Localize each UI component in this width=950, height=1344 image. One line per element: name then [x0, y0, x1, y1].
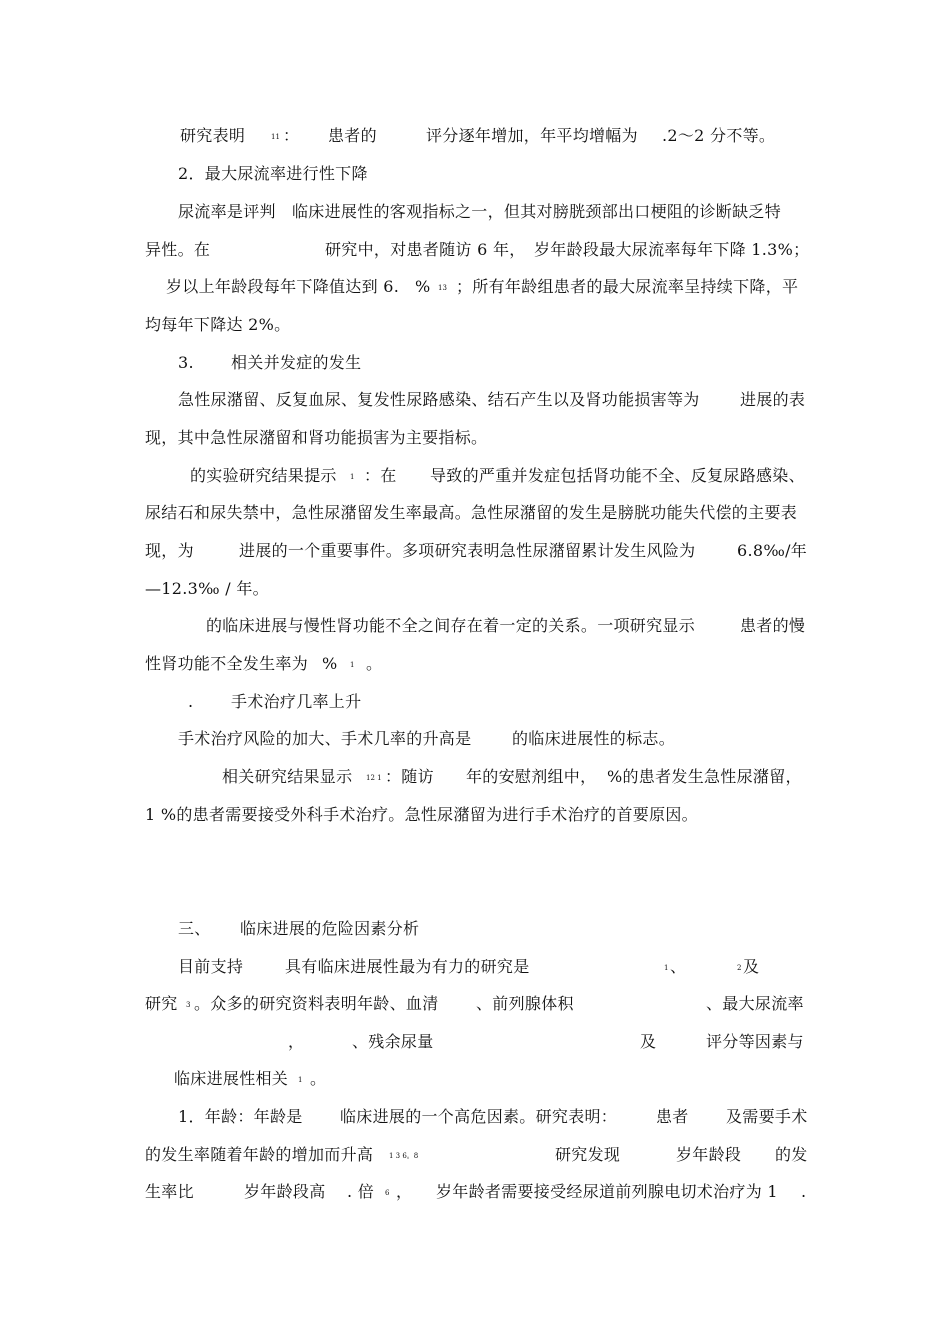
text-line: [0, 957, 950, 995]
text-line: [0, 428, 950, 466]
text-run: ，: [288, 1032, 305, 1051]
text-run: 。: [366, 654, 383, 673]
text-run: 研究发现: [555, 1145, 621, 1164]
text-run: 三、: [178, 919, 211, 938]
text-run: 及需要手术: [726, 1107, 808, 1126]
citation-marker: 12 1: [366, 774, 382, 782]
citation-marker: 2: [737, 964, 742, 972]
text-line: [0, 1107, 950, 1145]
text-run: 手术治疗风险的加大、手术几率的升高是: [178, 729, 472, 748]
citation-marker: 1: [350, 473, 355, 481]
text-run: 研究表明: [180, 126, 246, 145]
citation-marker: 1: [664, 964, 669, 972]
text-run: 尿结石和尿失禁中，急性尿潴留发生率最高。急性尿潴留的发生是膀胱功能失代偿的主要表: [145, 503, 798, 522]
text-run: 研究: [145, 994, 178, 1013]
text-line: [0, 503, 950, 541]
text-line: [0, 541, 950, 579]
text-run: 具有临床进展性最为有力的研究是: [285, 957, 530, 976]
text-line: [0, 729, 950, 767]
text-run: ；所有年龄组患者的最大尿流率呈持续下降，平: [456, 277, 799, 296]
text-run: 岁以上年龄段每年下降值达到 6.: [166, 277, 400, 296]
text-run: 相关研究结果显示: [222, 767, 353, 786]
text-run: %的患者发生急性尿潴留，: [607, 767, 802, 786]
text-run: 1．年龄：年龄是: [178, 1107, 303, 1126]
text-line: [0, 1069, 950, 1107]
text-run: 的临床进展性的标志。: [512, 729, 676, 748]
text-run: 相关并发症的发生: [231, 353, 362, 372]
text-line: [0, 1145, 950, 1183]
text-line: [0, 1032, 950, 1070]
section-heading: [0, 353, 950, 391]
text-line: [0, 994, 950, 1032]
section-heading: [0, 692, 950, 730]
text-run: 岁年龄段: [676, 1145, 742, 1164]
text-run: 异性。在: [145, 240, 211, 259]
citation-marker: 11: [271, 133, 280, 141]
text-line: [0, 466, 950, 504]
section-heading: [0, 164, 950, 202]
text-run: .2～2 分不等。: [662, 126, 776, 145]
text-line: [0, 315, 950, 353]
text-line: [0, 390, 950, 428]
citation-marker: 13: [438, 284, 447, 292]
text-line: [0, 277, 950, 315]
text-run: 临床进展性的客观指标之一，但其对膀胱颈部出口梗阻的诊断缺乏特: [292, 202, 782, 221]
text-line: [0, 616, 950, 654]
text-line: [0, 805, 950, 843]
text-run: 岁年龄者需要接受经尿道前列腺电切术治疗为 1: [436, 1182, 778, 1201]
text-run: 研究中，对患者随访 6 年，: [325, 240, 526, 259]
text-run: ：在: [364, 466, 397, 485]
text-run: 临床进展的一个高危因素。研究表明：: [340, 1107, 618, 1126]
text-run: 均每年下降达 2%。: [145, 315, 291, 334]
text-run: 手术治疗几率上升: [231, 692, 362, 711]
text-line: [0, 579, 950, 617]
citation-marker: 3: [186, 1001, 191, 1009]
text-run: 6.8‰/年: [737, 541, 808, 560]
citation-marker: 1: [350, 661, 355, 669]
text-run: 进展的表: [740, 390, 806, 409]
text-run: 评分逐年增加，年平均增幅为: [426, 126, 638, 145]
text-run: 临床进展性相关: [174, 1069, 289, 1088]
citation-marker: 6: [385, 1189, 390, 1197]
text-run: 目前支持: [178, 957, 244, 976]
text-line: [0, 240, 950, 278]
text-run: 急性尿潴留、反复血尿、复发性尿路感染、结石产生以及肾功能损害等为: [178, 390, 700, 409]
text-run: 尿流率是评判: [178, 202, 276, 221]
text-run: .: [188, 692, 194, 711]
text-run: 年的安慰剂组中，: [466, 767, 597, 786]
text-run: 1 %的患者需要接受外科手术治疗。急性尿潴留为进行手术治疗的首要原因。: [145, 805, 698, 824]
text-run: 进展的一个重要事件。多项研究表明急性尿潴留累计发生风险为: [239, 541, 696, 560]
text-line: [0, 202, 950, 240]
text-run: 的发: [775, 1145, 808, 1164]
text-run: 生率比: [145, 1182, 194, 1201]
text-run: ：随访: [385, 767, 434, 786]
text-run: .: [801, 1182, 807, 1201]
text-run: 的临床进展与慢性肾功能不全之间存在着一定的关系。一项研究显示: [206, 616, 696, 635]
text-line: [0, 767, 950, 805]
section-heading: [0, 919, 950, 957]
text-run: 、最大尿流率: [706, 994, 804, 1013]
text-run: 。: [310, 1069, 327, 1088]
text-line: [0, 126, 950, 164]
text-line: [0, 1182, 950, 1220]
text-run: 3.: [178, 353, 194, 372]
text-run: 现，为: [145, 541, 194, 560]
text-run: 导致的严重并发症包括肾功能不全、反复尿路感染、: [430, 466, 805, 485]
text-run: 岁年龄段高: [244, 1182, 326, 1201]
text-run: 评分等因素与: [706, 1032, 804, 1051]
text-run: 患者: [656, 1107, 689, 1126]
text-line: [0, 654, 950, 692]
text-run: 及: [640, 1032, 657, 1051]
text-run: 岁年龄段最大尿流率每年下降 1.3%；: [534, 240, 810, 259]
text-run: 、: [670, 957, 687, 976]
text-run: 患者的慢: [740, 616, 806, 635]
text-run: 、残余尿量: [352, 1032, 434, 1051]
text-run: ，: [396, 1182, 413, 1201]
citation-marker: 1 3 6。8: [389, 1152, 419, 1160]
text-run: —12.3‰ / 年。: [145, 579, 269, 598]
text-run: 2．最大尿流率进行性下降: [178, 164, 368, 183]
text-run: 临床进展的危险因素分析: [240, 919, 420, 938]
text-run: 性肾功能不全发生率为: [145, 654, 309, 673]
citation-marker: 1: [298, 1076, 303, 1084]
text-run: 及: [743, 957, 760, 976]
text-run: %: [322, 654, 338, 673]
text-run: 患者的: [328, 126, 377, 145]
text-run: 的发生率随着年龄的增加而升高: [145, 1145, 374, 1164]
text-run: 。众多的研究资料表明年龄、血清: [194, 994, 439, 1013]
text-run: 现，其中急性尿潴留和肾功能损害为主要指标。: [145, 428, 488, 447]
text-run: %: [415, 277, 431, 296]
text-run: . 倍: [347, 1182, 375, 1201]
text-run: ：: [283, 126, 300, 145]
text-run: 的实验研究结果提示: [190, 466, 337, 485]
text-run: 、前列腺体积: [476, 994, 574, 1013]
